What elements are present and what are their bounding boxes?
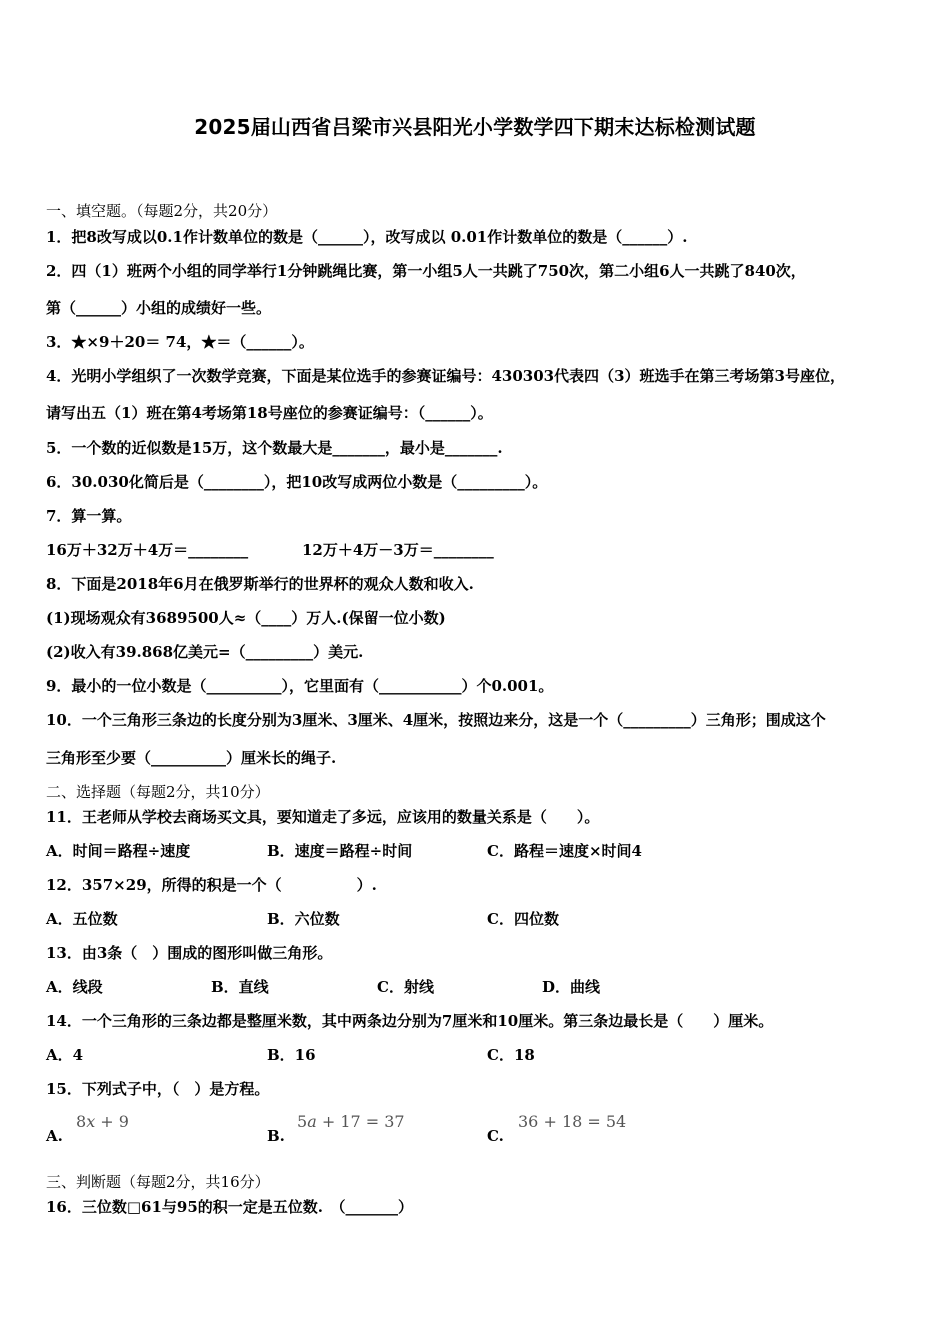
question-2-line-1: 2．四（1）班两个小组的同学举行1分钟跳绳比赛，第一小组5人一共跳了750次，第二小组6人一共跳了840次， [46,262,806,280]
question-6: 6．30.030化简后是（________），把10改写成两位小数是（_________）。 [46,473,548,491]
question-4-line-2: 请写出五（1）班在第4考场第18号座位的参赛证编号：（______）。 [46,404,493,422]
question-11: 11．王老师从学校去商场买文具，要知道走了多远，应该用的数量关系是（ ）。 [46,808,600,826]
page-title: 2025届山西省吕梁市兴县阳光小学数学四下期末达标检测试题 [194,115,756,139]
section-heading-choice: 二、选择题（每题2分，共10分） [46,783,270,801]
q11-option-c: C．路程＝速度×时间4 [487,842,642,860]
q15-option-a: A. [46,1127,63,1145]
question-5: 5．一个数的近似数是15万，这个数最大是_______，最小是_______. [46,439,503,457]
question-1: 1．把8改写成以0.1作计数单位的数是（______），改写成以 0.01作计数单位的数是（______）. [46,228,688,246]
question-7b: 12万＋4万－3万＝________ [302,541,494,559]
q14-option-c: C．18 [487,1046,535,1064]
q14-option-b: B．16 [267,1046,316,1064]
q15-option-b: B. [267,1127,285,1145]
q13-option-a: A．线段 [46,978,103,996]
question-15: 15．下列式子中，（ ）是方程。 [46,1080,270,1098]
question-8-part-1: (1)现场观众有3689500人≈（____）万人.(保留一位小数) [46,609,446,627]
q11-option-a: A．时间＝路程÷速度 [46,842,191,860]
question-10-line-2: 三角形至少要（__________）厘米长的绳子. [46,749,337,767]
q12-option-b: B．六位数 [267,910,340,928]
question-10-line-1: 10．一个三角形三条边的长度分别为3厘米、3厘米、4厘米，按照边来分，这是一个（_________）三角形；围成这个 [46,711,826,729]
section-heading-judge: 三、判断题（每题2分，共16分） [46,1173,270,1191]
q15-formula-a: 8x + 9 [76,1112,129,1131]
question-7a: 16万＋32万＋4万＝________ [46,541,249,559]
q15-formula-c: 36 + 18 = 54 [518,1112,627,1131]
q12-option-a: A．五位数 [46,910,118,928]
question-7: 7．算一算。 [46,507,132,525]
q11-option-b: B．速度＝路程÷时间 [267,842,413,860]
q15-option-c: C. [487,1127,504,1145]
question-9: 9．最小的一位小数是（__________），它里面有（___________）个0.001。 [46,677,554,695]
q13-option-c: C．射线 [377,978,434,996]
section-heading-fill-blank: 一、填空题。（每题2分，共20分） [46,202,278,220]
q15-formula-b: 5a + 17 = 37 [297,1112,405,1131]
q13-option-d: D．曲线 [542,978,601,996]
question-4-line-1: 4．光明小学组织了一次数学竞赛，下面是某位选手的参赛证编号：430303代表四（3）班选手在第三考场第3号座位， [46,367,845,385]
question-2-line-2: 第（______）小组的成绩好一些。 [46,299,272,317]
question-3: 3．★×9＋20＝ 74，★＝（______）。 [46,333,314,351]
q12-option-c: C．四位数 [487,910,559,928]
question-14: 14．一个三角形的三条边都是整厘米数，其中两条边分别为7厘米和10厘米。第三条边最长是（ ）厘米。 [46,1012,774,1030]
q14-option-a: A．4 [46,1046,84,1064]
question-13: 13．由3条（ ）围成的图形叫做三角形。 [46,944,333,962]
q13-option-b: B．直线 [211,978,269,996]
question-16: 16．三位数□61与95的积一定是五位数. （_______） [46,1198,414,1216]
question-8-part-2: (2)收入有39.868亿美元=（_________）美元. [46,643,364,661]
question-8: 8．下面是2018年6月在俄罗斯举行的世界杯的观众人数和收入. [46,575,474,593]
question-12: 12．357×29，所得的积是一个（ ）. [46,876,377,894]
